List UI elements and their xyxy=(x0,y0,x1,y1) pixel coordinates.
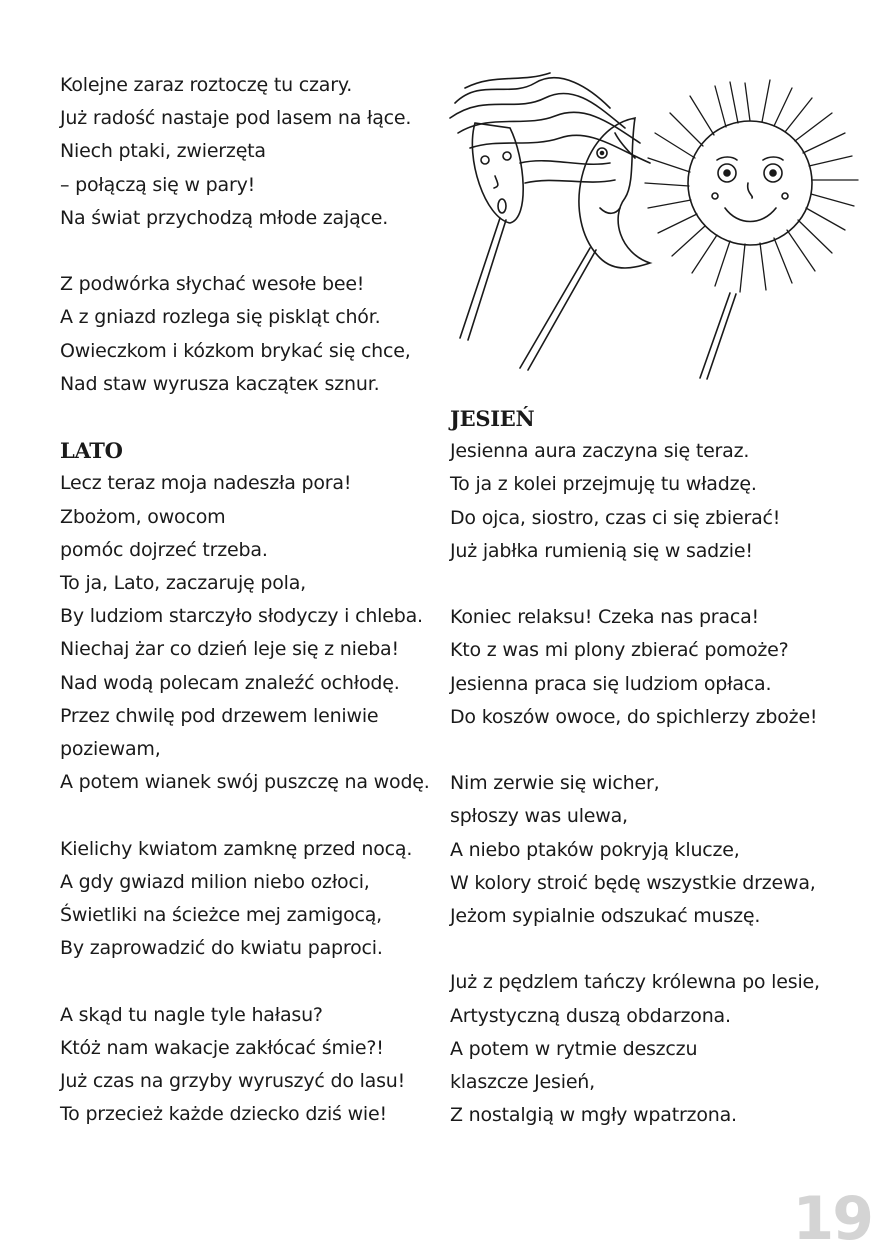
verse-line: Jesienna praca się ludziom opłaca. xyxy=(450,672,772,695)
stanza xyxy=(450,435,850,568)
stick-lines xyxy=(460,218,736,379)
verse-line: pomóc dojrzeć trzeba. xyxy=(60,538,268,561)
verse-line: Nad staw wyrusza kacząteк sznur. xyxy=(60,372,380,395)
verse-line: Z nostalgią w mgły wpatrzona. xyxy=(450,1104,737,1127)
verse-line: Owieczkom i kózkom brykać się chce, xyxy=(60,339,411,362)
verse-line: Niech ptaki, zwierzęta xyxy=(60,140,266,163)
right-column xyxy=(450,402,850,1132)
verse-line: Do koszów owoce, do spichlerzy zboże! xyxy=(450,705,818,728)
verse-line: Lecz teraz moja nadeszła pora! xyxy=(60,472,352,495)
verse-line: To ja, Lato, zaczaruję pola, xyxy=(60,572,307,595)
verse-line: Jesienna aura zaczyna się teraz. xyxy=(450,440,750,463)
verse-line: Świetliki na ścieżce mej zamigocą, xyxy=(60,904,383,927)
stanza xyxy=(450,767,850,933)
moon-mask-face xyxy=(579,118,650,268)
verse-line: Kielichy kwiatom zamknę przed nocą. xyxy=(60,837,413,860)
sun-mask-face xyxy=(645,80,858,292)
stanza xyxy=(60,467,440,799)
verse-line: Już czas na grzyby wyruszyć do lasu! xyxy=(60,1070,406,1093)
wind-hair-lines xyxy=(450,73,650,183)
verse-line: By ludziom starczyło słodyczy i chleba. xyxy=(60,605,423,628)
verse-line: A z gniazd rozlega się piskląt chór. xyxy=(60,306,381,329)
verse-line: Jeżom sypialnie odszukać muszę. xyxy=(450,905,761,928)
verse-line: Koniec relaksu! Czeka nas praca! xyxy=(450,606,759,629)
verse-line: Do ojca, siostro, czas ci się zbierać! xyxy=(450,506,781,529)
verse-line: Któż nam wakacje zakłócać śmie?! xyxy=(60,1036,384,1059)
verse-line: Niechaj żar co dzień leje się z nieba! xyxy=(60,638,399,661)
stanza xyxy=(450,601,850,734)
verse-line: poziewam, xyxy=(60,738,161,761)
verse-line: Już z pędzlem tańczy królewna po lesie, xyxy=(450,971,820,994)
verse-line: Już jabłka rumienią się w sadzie! xyxy=(450,539,753,562)
left-column xyxy=(60,69,440,1131)
verse-line: A skąd tu nagle tyle hałasu? xyxy=(60,1003,323,1026)
verse-line: Na świat przychodzą młode zające. xyxy=(60,206,389,229)
masks-illustration xyxy=(440,68,870,388)
stanza xyxy=(450,966,850,1132)
verse-line: Artystyczną duszą obdarzona. xyxy=(450,1004,731,1027)
verse-line: spłoszy was ulewa, xyxy=(450,805,628,828)
verse-line: Kto z was mi plony zbierać pomoże? xyxy=(450,639,789,662)
page-number: 19 xyxy=(792,1184,872,1254)
stanza xyxy=(60,69,440,235)
verse-line: Kolejne zaraz roztoczę tu czary. xyxy=(60,74,353,96)
verse-line: klaszcze Jesień, xyxy=(450,1071,595,1094)
verse-line: – połączą się w pary! xyxy=(60,173,256,196)
wind-mask-face xyxy=(472,123,523,223)
verse-line: By zaprowadzić do kwiatu paproci. xyxy=(60,937,383,960)
section-heading-lato: LATO xyxy=(60,438,123,464)
stanza xyxy=(60,833,440,966)
verse-line: Nim zerwie się wicher, xyxy=(450,772,660,795)
verse-line: A niebo ptaków pokryją klucze, xyxy=(450,838,740,861)
section-heading-jesien: JESIEŃ xyxy=(450,406,535,431)
verse-line: A potem w rytmie deszczu xyxy=(450,1037,698,1060)
verse-line: Nad wodą polecam znaleźć ochłodę. xyxy=(60,671,400,694)
verse-line: A gdy gwiazd milion niebo ozłoci, xyxy=(60,870,370,893)
stanza xyxy=(60,999,440,1132)
verse-line: Z podwórka słychać wesołe bee! xyxy=(60,273,365,296)
verse-line: Zbożom, owocom xyxy=(60,505,226,528)
verse-line: W kolory stroić będę wszystkie drzewa, xyxy=(450,871,816,894)
verse-line: A potem wianek swój puszczę na wodę. xyxy=(60,771,430,794)
verse-line: To ja z kolei przejmuję tu władzę. xyxy=(450,473,757,496)
verse-line: To przecież każde dziecko dziś wie! xyxy=(60,1103,387,1126)
verse-line: Przez chwilę pod drzewem leniwie xyxy=(60,704,379,727)
verse-line: Już radość nastaje pod lasem na łące. xyxy=(60,107,412,130)
stanza xyxy=(60,268,440,401)
